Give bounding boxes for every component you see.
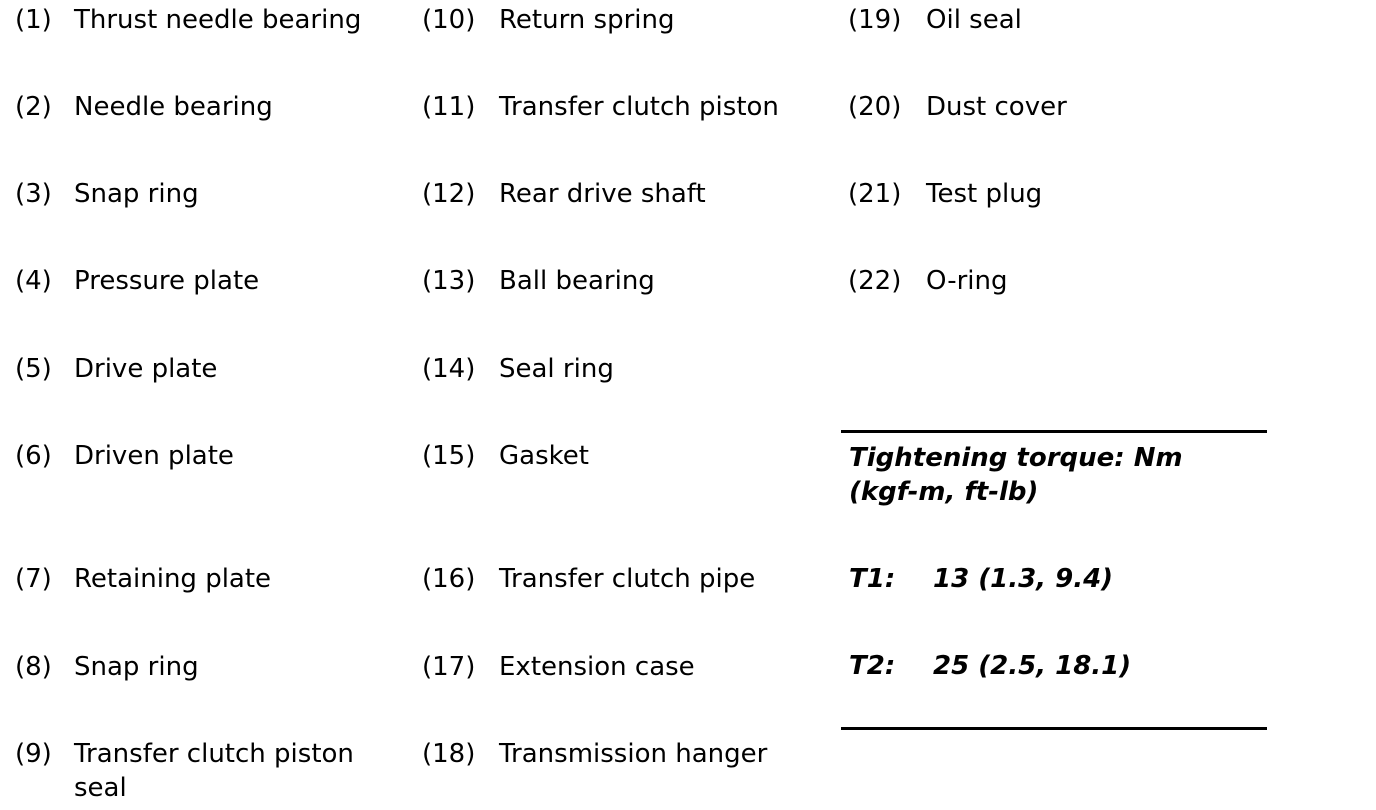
part-number: (15) bbox=[422, 441, 476, 471]
part-label: Test plug bbox=[926, 179, 1043, 209]
part-label: Ball bearing bbox=[499, 266, 655, 296]
torque-t1-label: T1: bbox=[849, 564, 896, 594]
part-label: Oil seal bbox=[926, 5, 1022, 35]
torque-heading-line2: (kgf-m, ft-lb) bbox=[849, 477, 1039, 507]
part-number: (9) bbox=[15, 739, 52, 769]
part-label: Retaining plate bbox=[74, 564, 272, 594]
part-number: (10) bbox=[422, 5, 476, 35]
torque-t1 bbox=[849, 562, 1114, 596]
part-number: (7) bbox=[15, 564, 52, 594]
torque-t2-value: 25 (2.5, 18.1) bbox=[933, 651, 1132, 681]
part-label: Needle bearing bbox=[74, 92, 273, 122]
part-number: (6) bbox=[15, 441, 52, 471]
bottom-divider bbox=[841, 727, 1267, 730]
part-label: Seal ring bbox=[499, 354, 614, 384]
part-number: (18) bbox=[422, 739, 476, 769]
part-number: (3) bbox=[15, 179, 52, 209]
part-number: (16) bbox=[422, 564, 476, 594]
part-number: (13) bbox=[422, 266, 476, 296]
tightening-torque-box bbox=[841, 430, 1267, 730]
torque-heading-line1: Tightening torque: Nm bbox=[849, 443, 1183, 473]
part-label: Transfer clutch piston bbox=[499, 92, 779, 122]
part-label: Return spring bbox=[499, 5, 675, 35]
part-label: Driven plate bbox=[74, 441, 234, 471]
part-number: (22) bbox=[848, 266, 902, 296]
torque-t2-label: T2: bbox=[849, 651, 896, 681]
part-number: (2) bbox=[15, 92, 52, 122]
part-number: (17) bbox=[422, 652, 476, 682]
top-divider bbox=[841, 430, 1267, 433]
part-number: (4) bbox=[15, 266, 52, 296]
part-number: (11) bbox=[422, 92, 476, 122]
torque-t2 bbox=[849, 649, 1132, 683]
part-label: Snap ring bbox=[74, 179, 199, 209]
part-number: (8) bbox=[15, 652, 52, 682]
part-label: Transfer clutch pipe bbox=[499, 564, 756, 594]
part-label: Drive plate bbox=[74, 354, 218, 384]
part-label: Rear drive shaft bbox=[499, 179, 706, 209]
part-label: Extension case bbox=[499, 652, 695, 682]
part-number: (21) bbox=[848, 179, 902, 209]
part-label-continued: seal bbox=[74, 773, 127, 803]
part-number: (20) bbox=[848, 92, 902, 122]
part-number: (12) bbox=[422, 179, 476, 209]
part-label: Snap ring bbox=[74, 652, 199, 682]
part-number: (5) bbox=[15, 354, 52, 384]
part-number: (1) bbox=[15, 5, 52, 35]
part-label: Pressure plate bbox=[74, 266, 260, 296]
part-label: Dust cover bbox=[926, 92, 1067, 122]
part-label: O-ring bbox=[926, 266, 1008, 296]
torque-t1-value: 13 (1.3, 9.4) bbox=[933, 564, 1114, 594]
part-number: (14) bbox=[422, 354, 476, 384]
part-label: Transmission hanger bbox=[499, 739, 768, 769]
part-label: Gasket bbox=[499, 441, 589, 471]
part-number: (19) bbox=[848, 5, 902, 35]
part-label: Transfer clutch piston bbox=[74, 739, 354, 769]
part-label: Thrust needle bearing bbox=[74, 5, 362, 35]
